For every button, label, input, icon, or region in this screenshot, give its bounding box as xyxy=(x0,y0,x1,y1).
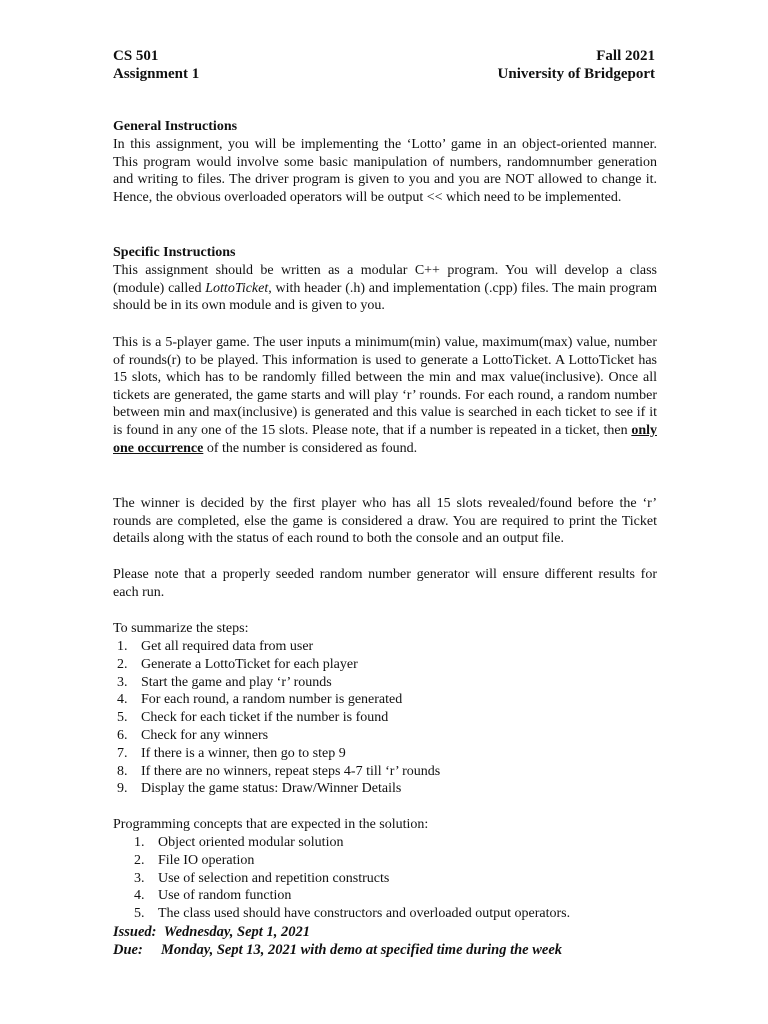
due-date: Monday, Sept 13, 2021 with demo at specified time during the week xyxy=(161,942,563,958)
p2-text-a: This is a 5-player game. The user inputs a minimum(min) value, maximum(max) value, number of rounds(r) to be played. This information is used to generate a LottoTicket. A LottoTicket has 15 slots, which has to be randomly filled between the min and max value(inclusive). Once all tickets are generated, the game starts and will play ‘r’ rounds. For each round, a random number between min and max(inclusive) is generated and this value is searched in each ticket to see if it is found in any one of the 15 slots. Please note, that if a number is repeated in a ticket, then xyxy=(113,335,657,438)
list-item: 9. Display the game status: Draw/Winner Details xyxy=(117,781,402,797)
list-item: 1. Object oriented modular solution xyxy=(134,835,344,850)
list-item: 7. If there is a winner, then go to step 9 xyxy=(117,745,346,761)
specific-paragraph-4: Please note that a properly seeded random number generator will ensure different results for each run. xyxy=(113,567,657,600)
list-item: 8. If there are no winners, repeat steps 4-7 till ‘r’ rounds xyxy=(117,763,441,779)
course-code: CS 501 xyxy=(113,48,159,64)
p1-text-a: This assignment should be written as a modular C++ program. You will develop a class (module) called xyxy=(113,263,657,296)
due-line xyxy=(113,942,562,959)
specific-heading: Specific Instructions xyxy=(113,245,236,260)
list-item: 2. File IO operation xyxy=(134,852,255,868)
list-item: 5. Check for each ticket if the number is found xyxy=(117,710,389,726)
term: Fall 2021 xyxy=(596,48,655,64)
issued-label: Issued: xyxy=(113,924,157,940)
specific-paragraph-2 xyxy=(113,334,657,457)
specific-paragraph-1 xyxy=(113,262,657,315)
specific-paragraph-3: The winner is decided by the first player who has all 15 slots revealed/found before the ‘r’ rounds are completed, else the game is considered a draw. You are required to print the Ticket details along with the status of each round to both the console and an output file. xyxy=(113,496,657,547)
due-label: Due: xyxy=(113,942,143,958)
university-name: University of Bridgeport xyxy=(497,66,655,82)
list-item: 3. Start the game and play ‘r’ rounds xyxy=(117,674,332,690)
issued-date: Wednesday, Sept 1, 2021 xyxy=(163,924,310,940)
list-item: 6. Check for any winners xyxy=(117,727,269,743)
general-heading: General Instructions xyxy=(113,119,238,134)
p1-class-name: LottoTicket xyxy=(205,280,269,296)
concepts-list xyxy=(113,834,673,923)
p2-text-b: of the number is considered as found. xyxy=(203,440,418,456)
list-item: 4. Use of random function xyxy=(134,888,292,904)
steps-list xyxy=(113,638,657,798)
list-item: 2. Generate a LottoTicket for each player xyxy=(117,656,358,672)
steps-intro: To summarize the steps: xyxy=(113,621,249,636)
concepts-intro: Programming concepts that are expected in the solution: xyxy=(113,817,429,832)
list-item: 4. For each round, a random number is generated xyxy=(117,692,403,708)
list-item: 1. Get all required data from user xyxy=(117,639,314,654)
p1-text-b: , with header (.h) and implementation (.cpp) files. The main program should be in its own module and is given to you. xyxy=(113,280,657,314)
issued-line xyxy=(113,924,310,941)
list-item: 5. The class used should have constructors and overloaded output operators. xyxy=(134,906,571,922)
p2-emphasis: only one occurrence xyxy=(113,422,657,456)
assignment-title: Assignment 1 xyxy=(113,66,200,82)
list-item: 3. Use of selection and repetition constructs xyxy=(134,870,390,886)
general-text: In this assignment, you will be implementing the ‘Lotto’ game in an object-oriented manner. This program would involve some basic manipulation of numbers, randomnumber generation and writing to files. The driver program is given to you and you are NOT allowed to change it. Hence, the obvious overloaded operators will be output << which need to be implemented. xyxy=(113,137,657,205)
